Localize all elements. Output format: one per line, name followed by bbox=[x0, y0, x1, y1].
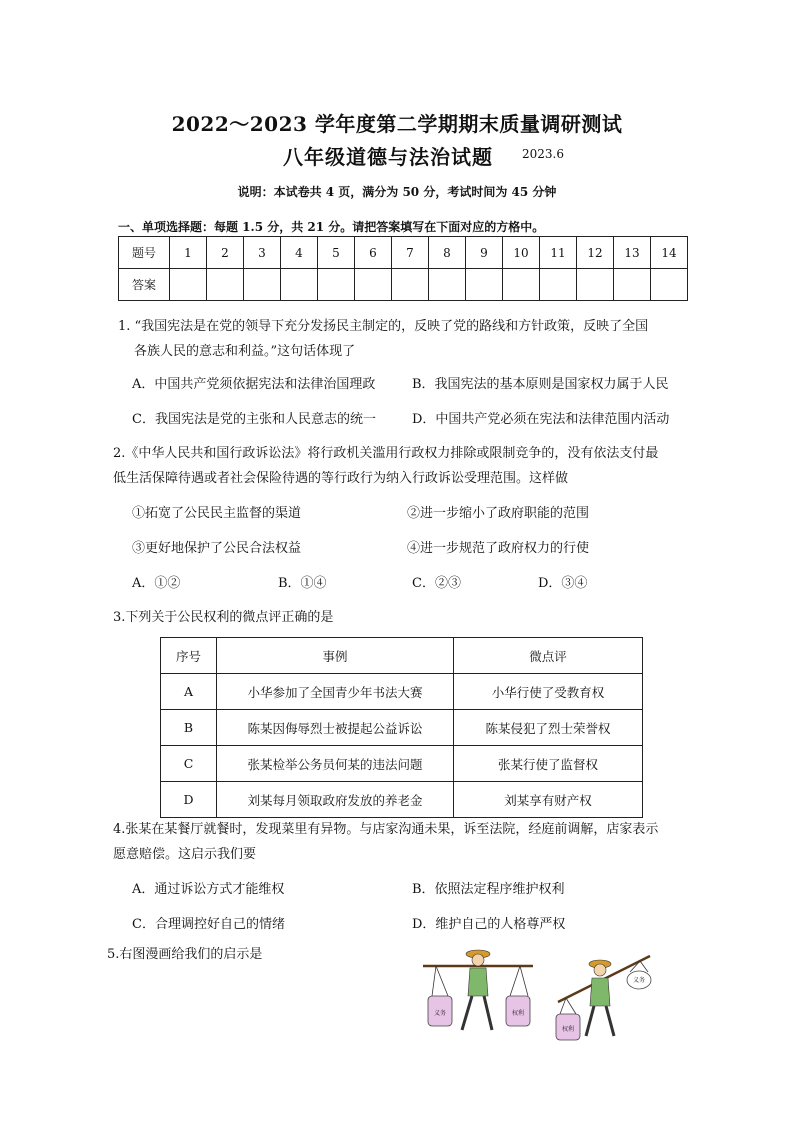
q4-option-d: D．维护自己的人格尊严权 bbox=[412, 917, 566, 932]
table-cell: 陈某因侮辱烈士被提起公益诉讼 bbox=[217, 710, 454, 746]
table-cell: 小华参加了全国青少年书法大赛 bbox=[217, 674, 454, 710]
q4-option-c: C．合理调控好自己的情绪 bbox=[132, 917, 285, 932]
q4-stem-line1: 4.张某在某餐厅就餐时，发现菜里有异物。与店家沟通未果，诉至法院，经庭前调解，店家表示 bbox=[113, 822, 659, 837]
q2-statement-4: ④进一步规范了政府权力的行使 bbox=[407, 541, 590, 556]
answer-cell[interactable] bbox=[281, 269, 318, 301]
table-cell: 张某行使了监督权 bbox=[454, 746, 643, 782]
q2-statement-2: ②进一步缩小了政府职能的范围 bbox=[407, 506, 590, 521]
table-cell: 刘某享有财产权 bbox=[454, 782, 643, 818]
table-cell: C bbox=[161, 746, 217, 782]
answer-grid-number: 14 bbox=[651, 237, 688, 269]
q4-stem-line2: 愿意赔偿。这启示我们要 bbox=[113, 847, 257, 862]
q5-stem: 5.右图漫画给我们的启示是 bbox=[107, 947, 263, 962]
answer-cell[interactable] bbox=[207, 269, 244, 301]
table-cell: 刘某每月领取政府发放的养老金 bbox=[217, 782, 454, 818]
answer-cell[interactable] bbox=[540, 269, 577, 301]
answer-cell[interactable] bbox=[503, 269, 540, 301]
q2-statement-3: ③更好地保护了公民合法权益 bbox=[132, 541, 302, 556]
answer-cell[interactable] bbox=[466, 269, 503, 301]
answer-grid-number: 12 bbox=[577, 237, 614, 269]
q2-stem-line2: 低生活保障待遇或者社会保险待遇的等行政行为纳入行政诉讼受理范围。这样做 bbox=[113, 471, 569, 486]
table-header-cell: 事例 bbox=[217, 638, 454, 674]
exam-note: 说明：本试卷共 4 页，满分为 50 分，考试时间为 45 分钟 bbox=[237, 185, 557, 199]
table-header-row bbox=[161, 638, 643, 674]
answer-grid-number: 2 bbox=[207, 237, 244, 269]
table-row bbox=[161, 674, 643, 710]
q2-stem-line1: 2.《中华人民共和国行政诉讼法》将行政机关滥用行政权力排除或限制竞争的，没有依法支付最 bbox=[113, 446, 659, 461]
q3-stem: 3.下列关于公民权利的微点评正确的是 bbox=[113, 610, 334, 625]
q2-option-b: B．①④ bbox=[278, 576, 327, 591]
section-heading: 一、单项选择题：每题 1.5 分，共 21 分。请把答案填写在下面对应的方格中。 bbox=[118, 220, 545, 234]
q2-option-a: A．①② bbox=[132, 576, 181, 591]
answer-grid-number: 4 bbox=[281, 237, 318, 269]
answer-grid-number-row bbox=[119, 237, 688, 269]
answer-grid bbox=[118, 236, 688, 301]
q1-stem-line1: 1. “我国宪法是在党的领导下充分发扬民主制定的，反映了党的路线和方针政策，反映了全国 bbox=[118, 319, 649, 334]
exam-title: 2022～2023 学年度第二学期期末质量调研测试 bbox=[171, 112, 623, 136]
answer-grid-number: 10 bbox=[503, 237, 540, 269]
exam-date: 2023.6 bbox=[522, 147, 564, 161]
rights-duties-cartoon bbox=[418, 944, 658, 1044]
q2-statement-1: ①拓宽了公民民主监督的渠道 bbox=[132, 506, 302, 521]
answer-grid-number: 1 bbox=[170, 237, 207, 269]
q3-rights-table bbox=[160, 637, 643, 818]
table-header-cell: 微点评 bbox=[454, 638, 643, 674]
table-header-cell: 序号 bbox=[161, 638, 217, 674]
q1-option-d: D．中国共产党必须在宪法和法律范围内活动 bbox=[412, 412, 670, 427]
answer-cell[interactable] bbox=[244, 269, 281, 301]
table-cell: 陈某侵犯了烈士荣誉权 bbox=[454, 710, 643, 746]
answer-grid-number: 7 bbox=[392, 237, 429, 269]
table-row bbox=[161, 746, 643, 782]
q2-option-c: C．②③ bbox=[412, 576, 461, 591]
answer-cell[interactable] bbox=[318, 269, 355, 301]
table-cell: A bbox=[161, 674, 217, 710]
bag-label: 义务 bbox=[632, 977, 646, 984]
exam-subtitle: 八年级道德与法治试题 bbox=[283, 145, 493, 169]
q4-option-a: A．通过诉讼方式才能维权 bbox=[132, 882, 285, 897]
answer-grid-row-label: 答案 bbox=[119, 269, 170, 301]
unbalanced-figure bbox=[556, 956, 651, 1040]
answer-cell[interactable] bbox=[429, 269, 466, 301]
q4-option-b: B．依照法定程序维护权利 bbox=[412, 882, 565, 897]
table-row bbox=[161, 710, 643, 746]
answer-grid-number: 11 bbox=[540, 237, 577, 269]
answer-grid-number: 3 bbox=[244, 237, 281, 269]
answer-grid-number: 13 bbox=[614, 237, 651, 269]
q1-stem-line2: 各族人民的意志和利益。”这句话体现了 bbox=[134, 344, 356, 359]
answer-grid-row-label: 题号 bbox=[119, 237, 170, 269]
table-cell: 小华行使了受教育权 bbox=[454, 674, 643, 710]
table-row bbox=[161, 782, 643, 818]
answer-cell[interactable] bbox=[577, 269, 614, 301]
answer-grid-answer-row bbox=[119, 269, 688, 301]
table-cell: D bbox=[161, 782, 217, 818]
answer-cell[interactable] bbox=[651, 269, 688, 301]
table-cell: 张某检举公务员何某的违法问题 bbox=[217, 746, 454, 782]
q1-option-c: C．我国宪法是党的主张和人民意志的统一 bbox=[132, 412, 376, 427]
q1-option-b: B．我国宪法的基本原则是国家权力属于人民 bbox=[412, 377, 669, 392]
answer-grid-number: 6 bbox=[355, 237, 392, 269]
answer-grid-number: 9 bbox=[466, 237, 503, 269]
answer-grid-number: 5 bbox=[318, 237, 355, 269]
table-cell: B bbox=[161, 710, 217, 746]
answer-cell[interactable] bbox=[355, 269, 392, 301]
bag-label: 义务 bbox=[433, 1010, 447, 1017]
q1-option-a: A．中国共产党须依据宪法和法律治国理政 bbox=[132, 377, 376, 392]
answer-cell[interactable] bbox=[170, 269, 207, 301]
answer-grid-number: 8 bbox=[429, 237, 466, 269]
answer-cell[interactable] bbox=[392, 269, 429, 301]
answer-cell[interactable] bbox=[614, 269, 651, 301]
bag-label: 权利 bbox=[561, 1026, 575, 1033]
bag-label: 权利 bbox=[511, 1010, 525, 1017]
balanced-figure bbox=[423, 950, 533, 1030]
q2-option-d: D．③④ bbox=[538, 576, 588, 591]
